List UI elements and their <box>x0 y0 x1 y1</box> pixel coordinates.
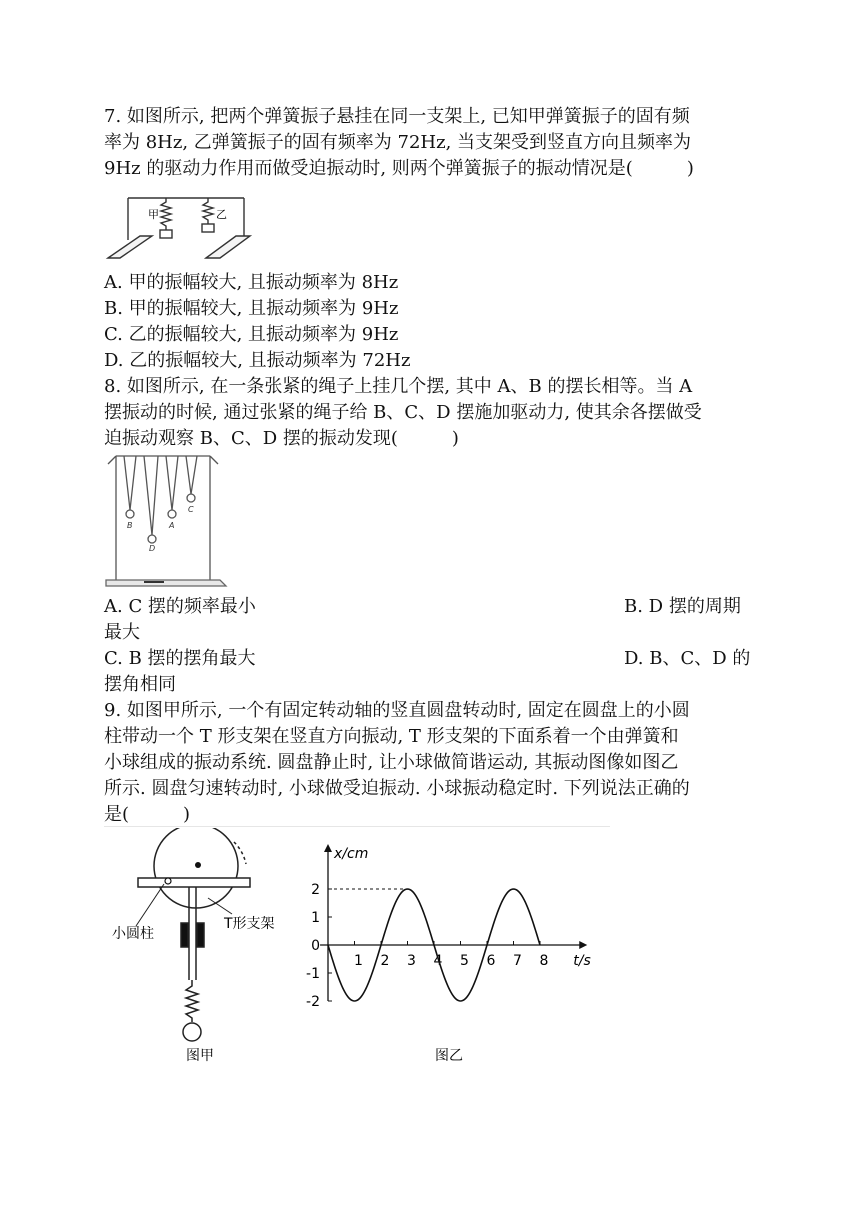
q8-option-b-continued[interactable]: 最大 <box>104 622 140 643</box>
q7-option-b[interactable]: B. 甲的振幅较大, 且振动频率为 9Hz <box>104 298 399 319</box>
x-tick-label: 7 <box>513 953 522 969</box>
q7-label-jia: 甲 <box>148 208 159 221</box>
y-axis-arrow <box>324 844 332 852</box>
q7-option-a[interactable]: A. 甲的振幅较大, 且振动频率为 8Hz <box>104 272 399 293</box>
y-tick-label: 0 <box>311 938 320 954</box>
q8-figure-pendulums <box>104 452 229 590</box>
q8-option-d-continued[interactable]: 摆角相同 <box>104 674 176 695</box>
q9-stem-line: 柱带动一个 T 形支架在竖直方向振动, T 形支架的下面系着一个由弹簧和 <box>104 726 679 747</box>
y-tick-label: -1 <box>306 966 320 982</box>
x-tick-label: 8 <box>539 953 549 969</box>
q9-label-cylinder: 小圆柱 <box>112 926 154 942</box>
q8-label-d: D <box>149 544 156 553</box>
q8-label-b: B <box>127 521 133 530</box>
q9-label-t-frame: T形支架 <box>224 916 275 932</box>
q9-figure-jia <box>104 828 304 1064</box>
q8-option-a[interactable]: A. C 摆的频率最小 <box>104 596 256 617</box>
q8-label-c: C <box>188 505 194 514</box>
q7-stem-line: 9Hz 的驱动力作用而做受迫振动时, 则两个弹簧振子的振动情况是( ) <box>104 158 694 179</box>
q8-option-d[interactable]: D. B、C、D 的 <box>624 648 751 669</box>
y-tick-label: 1 <box>311 910 320 926</box>
x-tick-label: 2 <box>380 953 390 969</box>
divider <box>104 826 610 827</box>
q8-stem-line: 8. 如图所示, 在一条张紧的绳子上挂几个摆, 其中 A、B 的摆长相等。当 A <box>104 376 693 397</box>
y-axis-label: x/cm <box>334 846 369 862</box>
q8-option-b[interactable]: B. D 摆的周期 <box>624 596 741 617</box>
q8-label-a: A <box>169 521 175 530</box>
x-tick-label: 6 <box>486 953 496 969</box>
x-tick-label: 3 <box>407 953 416 969</box>
q7-stem-line: 7. 如图所示, 把两个弹簧振子悬挂在同一支架上, 已知甲弹簧振子的固有频 <box>104 106 690 127</box>
q7-stem-line: 率为 8Hz, 乙弹簧振子的固有频率为 72Hz, 当支架受到竖直方向且频率为 <box>104 132 692 153</box>
q7-label-yi: 乙 <box>216 208 227 221</box>
q9-stem-line: 9. 如图甲所示, 一个有固定转动轴的竖直圆盘转动时, 固定在圆盘上的小圆 <box>104 700 690 721</box>
y-tick-label: -2 <box>306 994 320 1010</box>
x-tick-label: 1 <box>354 953 363 969</box>
q9-stem-line: 小球组成的振动系统. 圆盘静止时, 让小球做简谐运动, 其振动图像如图乙 <box>104 752 679 773</box>
q9-chart-yi <box>300 840 610 1070</box>
q7-option-d[interactable]: D. 乙的振幅较大, 且振动频率为 72Hz <box>104 350 411 371</box>
q7-figure-spring-oscillators <box>104 188 254 266</box>
q8-stem-line: 迫振动观察 B、C、D 摆的振动发现( ) <box>104 428 459 449</box>
q9-stem-line: 所示. 圆盘匀速转动时, 小球做受迫振动. 小球振动稳定时. 下列说法正确的 <box>104 778 690 799</box>
x-tick-label: 4 <box>433 953 443 969</box>
y-tick-label: 2 <box>311 882 320 898</box>
x-tick-label: 5 <box>460 953 469 969</box>
q9-caption-yi: 图乙 <box>435 1048 463 1064</box>
x-axis-label: t/s <box>573 953 591 969</box>
q9-caption-jia: 图甲 <box>186 1048 214 1064</box>
x-axis-arrow <box>579 941 587 949</box>
q7-option-c[interactable]: C. 乙的振幅较大, 且振动频率为 9Hz <box>104 324 399 345</box>
q8-stem-line: 摆振动的时候, 通过张紧的绳子给 B、C、D 摆施加驱动力, 使其余各摆做受 <box>104 402 702 423</box>
q9-stem-line: 是( ) <box>104 804 191 825</box>
q8-option-c[interactable]: C. B 摆的摆角最大 <box>104 648 256 669</box>
